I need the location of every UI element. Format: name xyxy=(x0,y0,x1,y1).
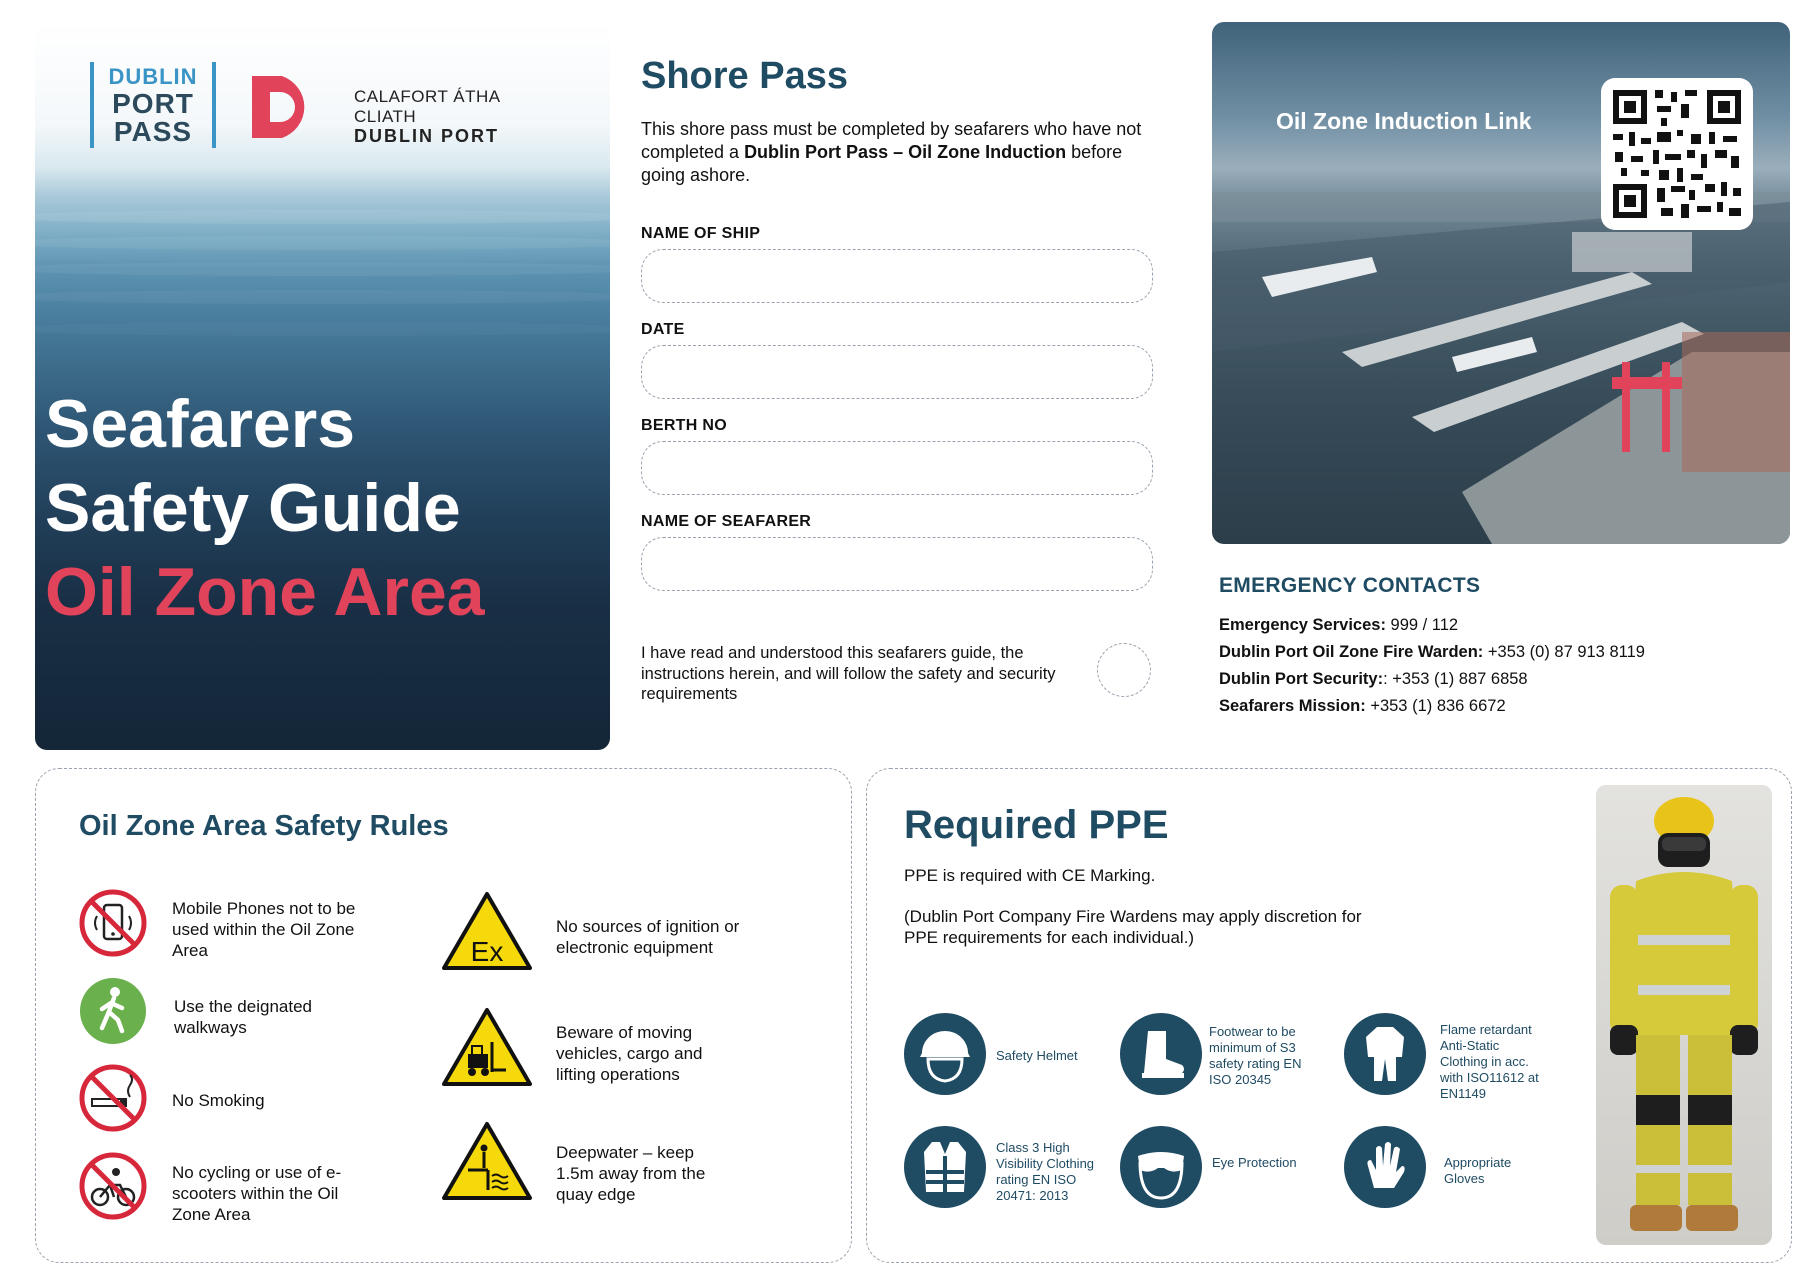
contact-row xyxy=(1219,666,1779,693)
dublin-port-d-logo-icon xyxy=(252,72,328,142)
seafarer-name-input[interactable] xyxy=(641,537,1153,591)
intro-bold-text: Dublin Port Pass – Oil Zone Induction xyxy=(744,142,1067,162)
contact-number: 999 / 112 xyxy=(1385,616,1459,634)
ppe-note: (Dublin Port Company Fire Wardens may apply discretion for PPE requirements for each individual.) xyxy=(904,907,1362,947)
ppe-description: PPE is required with CE Marking. xyxy=(904,866,1156,885)
deep-water-warning-icon xyxy=(440,1120,534,1202)
induction-link-label[interactable]: Oil Zone Induction Link xyxy=(1276,108,1532,134)
ppe-label-footwear: Footwear to be minimum of S3 safety rating EN ISO 20345 xyxy=(1209,1024,1302,1087)
cover-title-line3: Oil Zone Area xyxy=(45,554,485,630)
intro-text-end: before going ashore. xyxy=(641,142,1123,185)
cover-title xyxy=(45,382,565,634)
shore-pass-title: Shore Pass xyxy=(641,55,848,97)
contact-name: Dublin Port Security: xyxy=(1219,670,1384,688)
cover-title-line1: Seafarers xyxy=(45,386,356,462)
contact-row xyxy=(1219,612,1779,639)
rule-text-no-cycling: No cycling or use of e-scooters within the Oil Zone Area xyxy=(172,1163,342,1224)
eye-protection-icon xyxy=(1120,1126,1202,1208)
date-input[interactable] xyxy=(641,345,1153,399)
logo-mid-text: PORT xyxy=(112,88,194,119)
contact-row xyxy=(1219,639,1779,666)
protective-clothing-icon xyxy=(1344,1013,1426,1095)
hi-vis-vest-icon xyxy=(904,1126,986,1208)
gloves-icon xyxy=(1344,1126,1426,1208)
emergency-contacts xyxy=(1219,574,1779,720)
berth-no-input[interactable] xyxy=(641,441,1153,495)
ppe-title: Required PPE xyxy=(904,803,1169,847)
cover-title-line2: Safety Guide xyxy=(45,470,461,546)
contact-number: +353 (1) 836 6672 xyxy=(1365,697,1506,715)
contact-row xyxy=(1219,693,1779,720)
safety-helmet-icon xyxy=(904,1013,986,1095)
rule-text-no-phone: Mobile Phones not to be used within the Oil Zone Area xyxy=(172,899,356,960)
safety-rules-title: Oil Zone Area Safety Rules xyxy=(79,810,449,842)
no-phone-icon xyxy=(78,888,148,958)
ex-label: Ex xyxy=(470,936,504,967)
walkway-icon xyxy=(78,976,148,1046)
ppe-label-helmet: Safety Helmet xyxy=(996,1048,1078,1063)
ppe-label-eye: Eye Protection xyxy=(1212,1155,1297,1170)
contact-name: Seafarers Mission: xyxy=(1219,697,1366,715)
contact-number: +353 (0) 87 913 8119 xyxy=(1483,643,1645,661)
ppe-label-gloves: Appropriate Gloves xyxy=(1444,1155,1512,1186)
logo-top-text: DUBLIN xyxy=(108,64,198,89)
ppe-label-hi-vis: Class 3 High Visibility Clothing rating EN ISO 20471: 2013 xyxy=(996,1140,1095,1203)
sea-wave xyxy=(35,262,610,276)
rule-text-no-smoking: No Smoking xyxy=(172,1091,265,1110)
declaration-text: I have read and understood this seafarers guide, the instructions herein, and will follow the safety and security requirements xyxy=(641,644,1056,703)
no-cycling-icon xyxy=(78,1151,148,1221)
rule-text-no-ignition: No sources of ignition or electronic equipment xyxy=(556,917,740,957)
rule-text-moving-vehicles: Beware of moving vehicles, cargo and lifting operations xyxy=(556,1023,703,1084)
seafarer-name-label: NAME OF SEAFARER xyxy=(641,513,812,530)
induction-qr-code[interactable] xyxy=(1601,78,1753,230)
no-smoking-icon xyxy=(78,1063,148,1133)
forklift-warning-icon xyxy=(440,1006,534,1088)
sea-wave xyxy=(35,236,610,250)
rule-text-deep-water: Deepwater – keep 1.5m away from the quay edge xyxy=(556,1143,706,1204)
ship-name-input[interactable] xyxy=(641,249,1153,303)
logo-bar xyxy=(52,42,552,152)
port-english-name: DUBLIN PORT xyxy=(354,126,499,147)
declaration-checkbox[interactable] xyxy=(1097,643,1151,697)
contact-name: Emergency Services: xyxy=(1219,616,1386,634)
contact-name: Dublin Port Oil Zone Fire Warden: xyxy=(1219,643,1484,661)
contact-number: : +353 (1) 887 6858 xyxy=(1383,670,1528,688)
emergency-title: EMERGENCY CONTACTS xyxy=(1219,574,1481,597)
qr-code-icon xyxy=(1601,78,1753,230)
berth-no-label: BERTH NO xyxy=(641,417,727,434)
date-label: DATE xyxy=(641,321,685,338)
ship-name-label: NAME OF SHIP xyxy=(641,225,761,242)
sea-wave xyxy=(35,322,610,336)
shore-pass-form xyxy=(641,55,1156,735)
dublin-port-wordmark xyxy=(354,87,552,147)
ppe-firefighter-photo xyxy=(1596,785,1772,1245)
port-irish-name: CALAFORT ÁTHA CLIATH xyxy=(354,87,500,126)
firefighter-illustration xyxy=(1596,785,1772,1245)
intro-text: This shore pass must be completed by seafarers who have not completed a xyxy=(641,119,1142,162)
sea-wave xyxy=(35,210,610,224)
ppe-label-clothing: Flame retardant Anti-Static Clothing in acc. with ISO11612 at EN1149 xyxy=(1440,1022,1539,1101)
shore-pass-intro xyxy=(641,118,1156,187)
explosive-atmosphere-icon xyxy=(440,890,534,972)
safety-footwear-icon xyxy=(1120,1013,1202,1095)
logo-bottom-text: PASS xyxy=(113,116,193,147)
rule-text-walkway: Use the deignated walkways xyxy=(174,997,312,1037)
dublin-port-pass-logo xyxy=(90,62,216,148)
sea-wave xyxy=(35,290,610,304)
